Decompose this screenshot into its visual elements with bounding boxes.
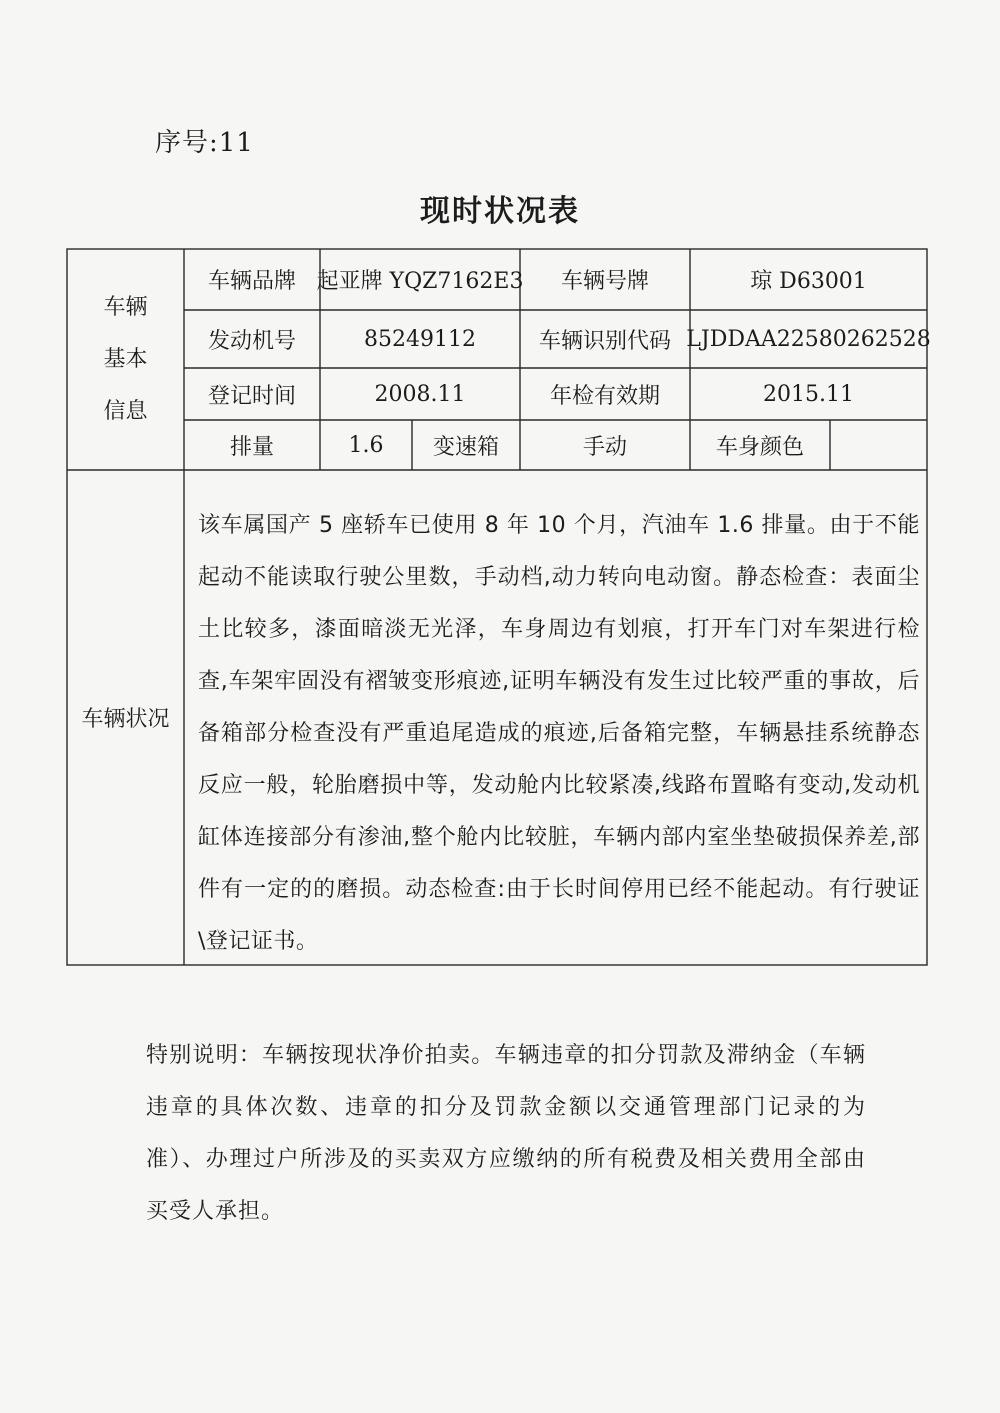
plate-value: 琼 D63001 bbox=[750, 269, 867, 294]
body-color-value bbox=[830, 420, 927, 470]
inspection-label: 年检有效期 bbox=[549, 383, 660, 409]
basic-info-label-line-3: 信息 bbox=[103, 398, 148, 424]
registration-label: 登记时间 bbox=[207, 383, 296, 409]
condition-description: 该车属国产 5 座轿车已使用 8 年 10 个月，汽油车 1.6 排量。由于不能起动不能读取行驶公里数，手动档,动力转向电动窗。静态检查：表面尘土比较多，漆面暗淡无光泽，车身周边有划痕，打开车门对车架进行检查,车架牢固没有褶皱变形痕迹,证明车辆没有发生过比较严重的事故，后备箱部分检查没有严重追尾造成的痕迹,后备箱完整，车辆悬挂系统静态反应一般，轮胎磨损中等，发动舱内比较紧凑,线路布置略有变动,发动机缸体连接部分有渗油,整个舱内比较脏，车辆内部内室坐垫破损保养差,部件有一定的的磨损。动态检查:由于长时间停用已经不能起动。有行驶证\登记证书。 bbox=[198, 513, 920, 954]
basic-info-label-line-2: 基本 bbox=[103, 346, 148, 372]
condition-label: 车辆状况 bbox=[81, 707, 170, 732]
vin-label: 车辆识别代码 bbox=[538, 328, 671, 354]
body-color-label: 车身颜色 bbox=[715, 434, 804, 460]
basic-info-label-line-1: 车辆 bbox=[103, 294, 148, 320]
gearbox-label: 变速箱 bbox=[432, 434, 499, 460]
brand-label: 车辆品牌 bbox=[207, 269, 296, 294]
displacement-value: 1.6 bbox=[348, 432, 384, 458]
registration-value: 2008.11 bbox=[374, 381, 466, 407]
serial-number: 序号:11 bbox=[155, 128, 254, 158]
displacement-label: 排量 bbox=[229, 434, 274, 460]
engine-label: 发动机号 bbox=[207, 328, 296, 354]
brand-value: 起亚牌 YQZ7162E3 bbox=[316, 269, 524, 294]
special-note: 特别说明：车辆按现状净价拍卖。车辆违章的扣分罚款及滞纳金（车辆违章的具体次数、违章的扣分及罚款金额以交通管理部门记录的为准）、办理过户所涉及的买卖双方应缴纳的所有税费及相关费用全部由买受人承担。 bbox=[146, 1043, 866, 1224]
page-title: 现时状况表 bbox=[420, 194, 580, 229]
vehicle-status-table bbox=[66, 248, 931, 966]
vin-value: LJDDAA22580262528 bbox=[686, 326, 931, 352]
basic-info-section-label bbox=[67, 249, 184, 470]
plate-label: 车辆号牌 bbox=[560, 269, 649, 294]
gearbox-value: 手动 bbox=[582, 434, 627, 460]
inspection-value: 2015.11 bbox=[763, 381, 854, 407]
engine-value: 85249112 bbox=[364, 326, 476, 352]
